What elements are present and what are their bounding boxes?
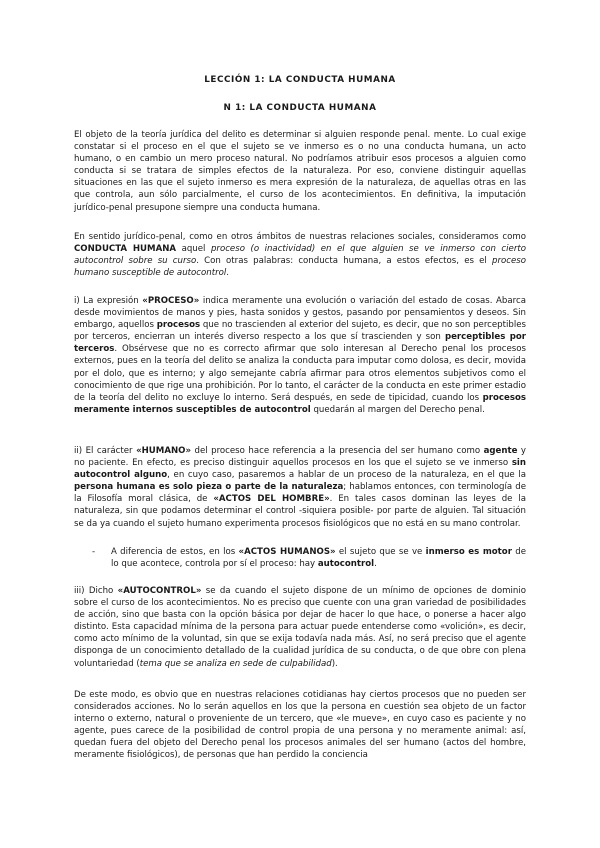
definition-summary-italic: proceso humano susceptible de autocontrol	[74, 256, 527, 279]
bullet-text: A diferencia de estos, en los «ACTOS HUMANOS» el sujeto que se ve inmerso es motor de lo que acontece, controla por sí el proceso: hay autocontrol.	[111, 547, 526, 570]
term-conducta-humana: CONDUCTA HUMANA	[74, 244, 177, 255]
term-actos-del-hombre: «ACTOS DEL HOMBRE»	[213, 494, 330, 505]
term-humano: «HUMANO»	[136, 446, 192, 456]
paragraph-proceso: i) La expresión «PROCESO» indica meramente una evolución o variación del estado de cosas. Abarca desde movimientos de manos y pies, hasta sonidos y gestos, pasando por pensamientos y deseos. Sin embargo, aquellos procesos que no trascienden al exterior del sujeto, es decir, que no son perceptibles por terceros, encierran un interés diverso respecto a los que sí trascienden y son perceptibles por terceros. Obsérvese que no es correcto afirmar que solo interesan al Derecho penal los procesos externos, pues en la teoría del delito se analiza la conducta para imputar como dolosa, es decir, movida por el dolo, que es interno; y algo semejante cabría afirmar para otros elementos subjetivos como el conocimiento de que rige una prohibición. Por lo tanto, el carácter de la conducta en este primer estadio de la teoría del delito no excluye lo interno. Será después, en sede de tipicidad, cuando los procesos meramente internos susceptibles de autocontrol quedarán al margen del Derecho penal.	[74, 296, 526, 415]
bullet-marker: -	[92, 547, 96, 557]
paragraph-humano: ii) El carácter «HUMANO» del proceso hace referencia a la presencia del ser humano como agente y no paciente. En efecto, es preciso distinguir aquellos procesos en los que el sujeto se ve inmerso sin autocontrol alguno, en cuyo caso, pasaremos a hablar de un proceso de la naturaleza, en el que la persona humana es solo pieza o parte de la naturaleza; hablamos entonces, con terminología de la Filosofía moral clásica, de «ACTOS DEL HOMBRE». En tales casos dominan las leyes de la naturaleza, sin que podamos determinar el control -siquiera posible- por parte de alguien. Tal situación se da ya cuando el sujeto humano experimenta procesos fisiológicos que no está en su mano controlar.	[74, 446, 526, 529]
paragraph-autocontrol: iii) Dicho «AUTOCONTROL» se da cuando el sujeto dispone de un mínimo de opciones de dominio sobre el curso de los acontecimientos. No es preciso que cuente con una gran variedad de posibilidades de acción, sino que basta con la opción básica por dejar de hacer lo que hace, o ponerse a hacer algo distinto. Esta capacidad mínima de la persona para actuar puede entenderse como «volición», es decir, como acto mínimo de la voluntad, sin que se exija todavía nada más. Así, no será preciso que el agente disponga de un conocimiento detallado de la cualidad jurídica de su conducta, o de que obre con plena voluntariedad (tema que se analiza en sede de culpabilidad).	[74, 586, 526, 669]
bullet-actos-humanos	[92, 546, 526, 570]
section-title: N 1: LA CONDUCTA HUMANA	[223, 103, 377, 113]
paragraph-definition: En sentido jurídico-penal, como en otros ámbitos de nuestras relaciones sociales, consideramos como CONDUCTA HUMANA aquel proceso (o inactividad) en el que alguien se ve inmerso con cierto autocontrol sobre su curso. Con otras palabras: conducta humana, a estos efectos, es el proceso humano susceptible de autocontrol.	[74, 232, 527, 279]
paragraph-intro: El objeto de la teoría jurídica del delito es determinar si alguien responde penal. mente. Lo cual exige constatar si el proceso en el que el sujeto se ve inmerso es o no una conducta humana, un acto humano, o en cambio un mero proceso natural. No podríamos atribuir esos procesos a alguien como conducta si se tratara de simples efectos de la naturaleza. Por eso, conviene distinguir aquellas situaciones en las que el sujeto inmerso es mera expresión de la naturaleza, de aquellas otras en las que controla, aun sólo parcialmente, el curso de los acontecimientos. En definitiva, la imputación jurídico-penal presupone siempre una conducta humana.	[74, 130, 526, 213]
term-actos-humanos: «ACTOS HUMANOS»	[238, 547, 336, 557]
term-proceso: «PROCESO»	[142, 296, 200, 306]
lesson-title: LECCIÓN 1: LA CONDUCTA HUMANA	[204, 75, 396, 85]
paragraph-conclusion: De este modo, es obvio que en nuestras relaciones cotidianas hay ciertos procesos que no pueden ser considerados acciones. No lo serán aquellos en los que la persona en cuestión sea objeto de un factor interno o externo, natural o proveniente de un tercero, que «le mueve», en cuyo caso es paciente y no agente, pues carece de la posibilidad de control propia de una persona y no meramente animal: así, quedan fuera del objeto del Derecho penal los procesos animales del ser humano (actos del hombre, meramente fisiológicos), de personas que han perdido la conciencia	[74, 690, 526, 761]
culpabilidad-note: tema que se analiza en sede de culpabilidad	[139, 658, 332, 669]
definition-italic: proceso (o inactividad) en el que alguien se ve inmerso con cierto autocontrol sobre su curso	[74, 244, 526, 267]
term-autocontrol: «AUTOCONTROL»	[117, 586, 202, 596]
